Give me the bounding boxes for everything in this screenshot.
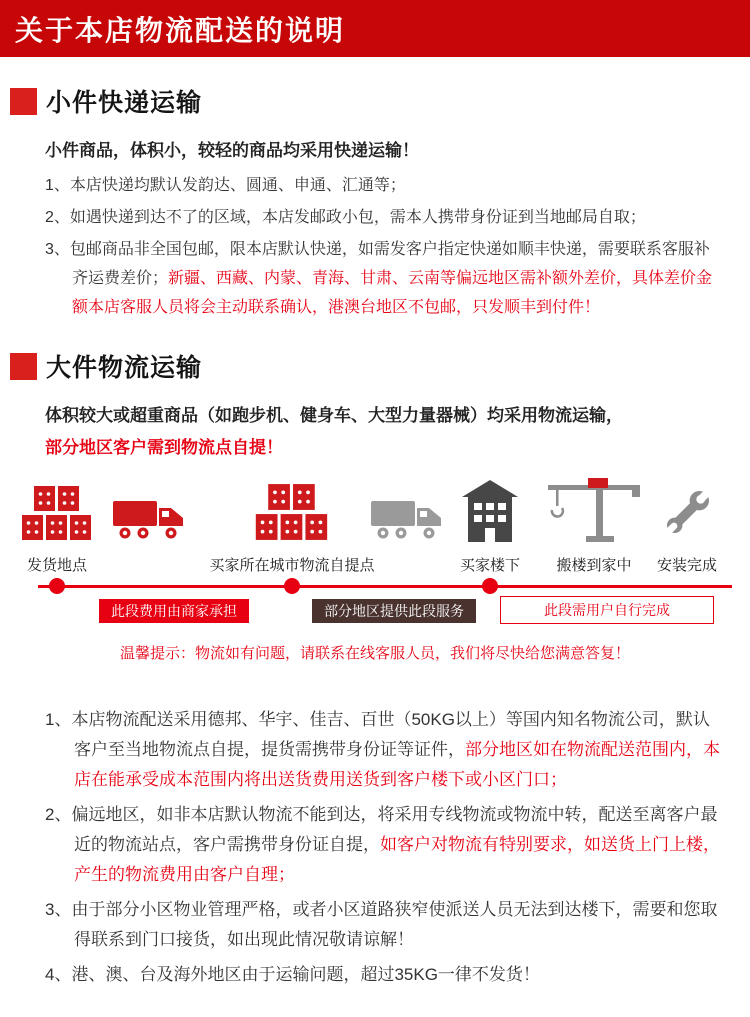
list-item-text-red: 新疆、西藏、内蒙、青海、甘肃、云南等偏远地区需补额外差价，具体差价金额本店客服人员将会主动联系确认，港澳台地区不包邮，只发顺丰到付件！ bbox=[72, 270, 713, 316]
list-item bbox=[45, 705, 724, 795]
segment-badge-user-completes: 此段需用户自行完成 bbox=[500, 596, 714, 624]
logistics-flow-diagram bbox=[0, 472, 750, 677]
step-label: 发货地点 bbox=[26, 557, 87, 574]
small-section-title: 小件快递运输 bbox=[46, 89, 203, 117]
segment-badge-partial-service: 部分地区提供此段服务 bbox=[312, 599, 476, 623]
list-item: 3、由于部分小区物业管理严格，或者小区道路狭窄使派送人员无法到达楼下，需要和您取得联系到门口接货，如出现此情况敬请谅解！ bbox=[45, 900, 718, 949]
warm-tip-text: 温馨提示：物流如有问题，请联系在线客服人员，我们将尽快给您满意答复！ bbox=[119, 645, 630, 662]
step-install-complete bbox=[642, 478, 732, 575]
logistics-notes-list bbox=[45, 705, 724, 1017]
list-item-text-red: 如客户对物流有特别要求，如送货上门上楼，产生的物流费用由客户自理； bbox=[74, 835, 720, 884]
red-square-bullet-icon bbox=[10, 88, 37, 115]
list-item: 1、本店快递均默认发韵达、圆通、申通、汇通等； bbox=[45, 177, 406, 194]
step-label: 买家楼下 bbox=[459, 557, 520, 574]
bulky-section-intro: 体积较大或超重商品（如跑步机、健身车、大型力量器械）均采用物流运输， bbox=[45, 406, 623, 425]
step-label: 买家所在城市物流自提点 bbox=[209, 557, 375, 574]
containers-icon bbox=[197, 478, 387, 542]
bulky-logistics-section bbox=[0, 348, 750, 677]
bulky-section-header bbox=[10, 348, 750, 384]
list-item: 4、港、澳、台及海外地区由于运输问题，超过35KG一律不发货！ bbox=[45, 965, 540, 984]
list-item bbox=[45, 800, 724, 890]
red-square-bullet-icon bbox=[10, 353, 37, 380]
timeline-dot bbox=[49, 578, 65, 594]
list-item-text: 3、包邮商品非全国包邮，限本店默认快递，如需发客户指定快递如顺丰快递，需要联系客服补齐运费差价； bbox=[45, 241, 710, 287]
truck-icon bbox=[371, 496, 445, 547]
truck-icon bbox=[113, 496, 187, 547]
bulky-section-title: 大件物流运输 bbox=[46, 354, 203, 382]
step-ship-origin bbox=[12, 478, 102, 575]
segment-badge-merchant-pays: 此段费用由商家承担 bbox=[99, 599, 249, 623]
list-item-text: 1、本店物流配送采用德邦、华宇、佳吉、百世（50KG以上）等国内知名物流公司，默认客户至当地物流点自提，提货需携带身份证等证件， bbox=[45, 710, 710, 759]
step-label: 安装完成 bbox=[656, 557, 717, 574]
list-item-text: 2、偏远地区，如非本店默认物流不能到达，将采用专线物流或物流中转，配送至离客户最近的物流站点，客户需携带身份证自提， bbox=[45, 805, 718, 854]
wrench-icon bbox=[642, 478, 732, 542]
timeline-line bbox=[38, 585, 732, 588]
step-label: 搬楼到家中 bbox=[556, 557, 632, 574]
small-section-intro: 小件商品，体积小，较轻的商品均采用快递运输！ bbox=[45, 141, 419, 160]
list-item bbox=[45, 235, 722, 322]
crane-icon bbox=[539, 478, 649, 542]
page-title: 关于本店物流配送的说明 bbox=[15, 14, 346, 46]
page-title-banner bbox=[0, 0, 750, 57]
containers-icon bbox=[12, 478, 102, 542]
small-parcel-section bbox=[0, 83, 750, 322]
timeline-dot bbox=[284, 578, 300, 594]
building-icon bbox=[445, 478, 535, 542]
bulky-section-intro-red: 部分地区客户需到物流点自提！ bbox=[45, 438, 283, 457]
small-section-header bbox=[10, 83, 750, 119]
list-item: 2、如遇快递到达不了的区域，本店发邮政小包，需本人携带身份证到当地邮局自取； bbox=[45, 209, 646, 226]
step-move-upstairs bbox=[539, 478, 649, 575]
timeline-dot bbox=[482, 578, 498, 594]
step-buyer-building bbox=[445, 478, 535, 575]
small-section-list bbox=[45, 171, 722, 322]
list-item-text-red: 部分地区如在物流配送范围内，本店在能承受成本范围内将出送货费用送货到客户楼下或小区门口； bbox=[74, 740, 720, 789]
step-city-pickup-point bbox=[197, 478, 387, 575]
